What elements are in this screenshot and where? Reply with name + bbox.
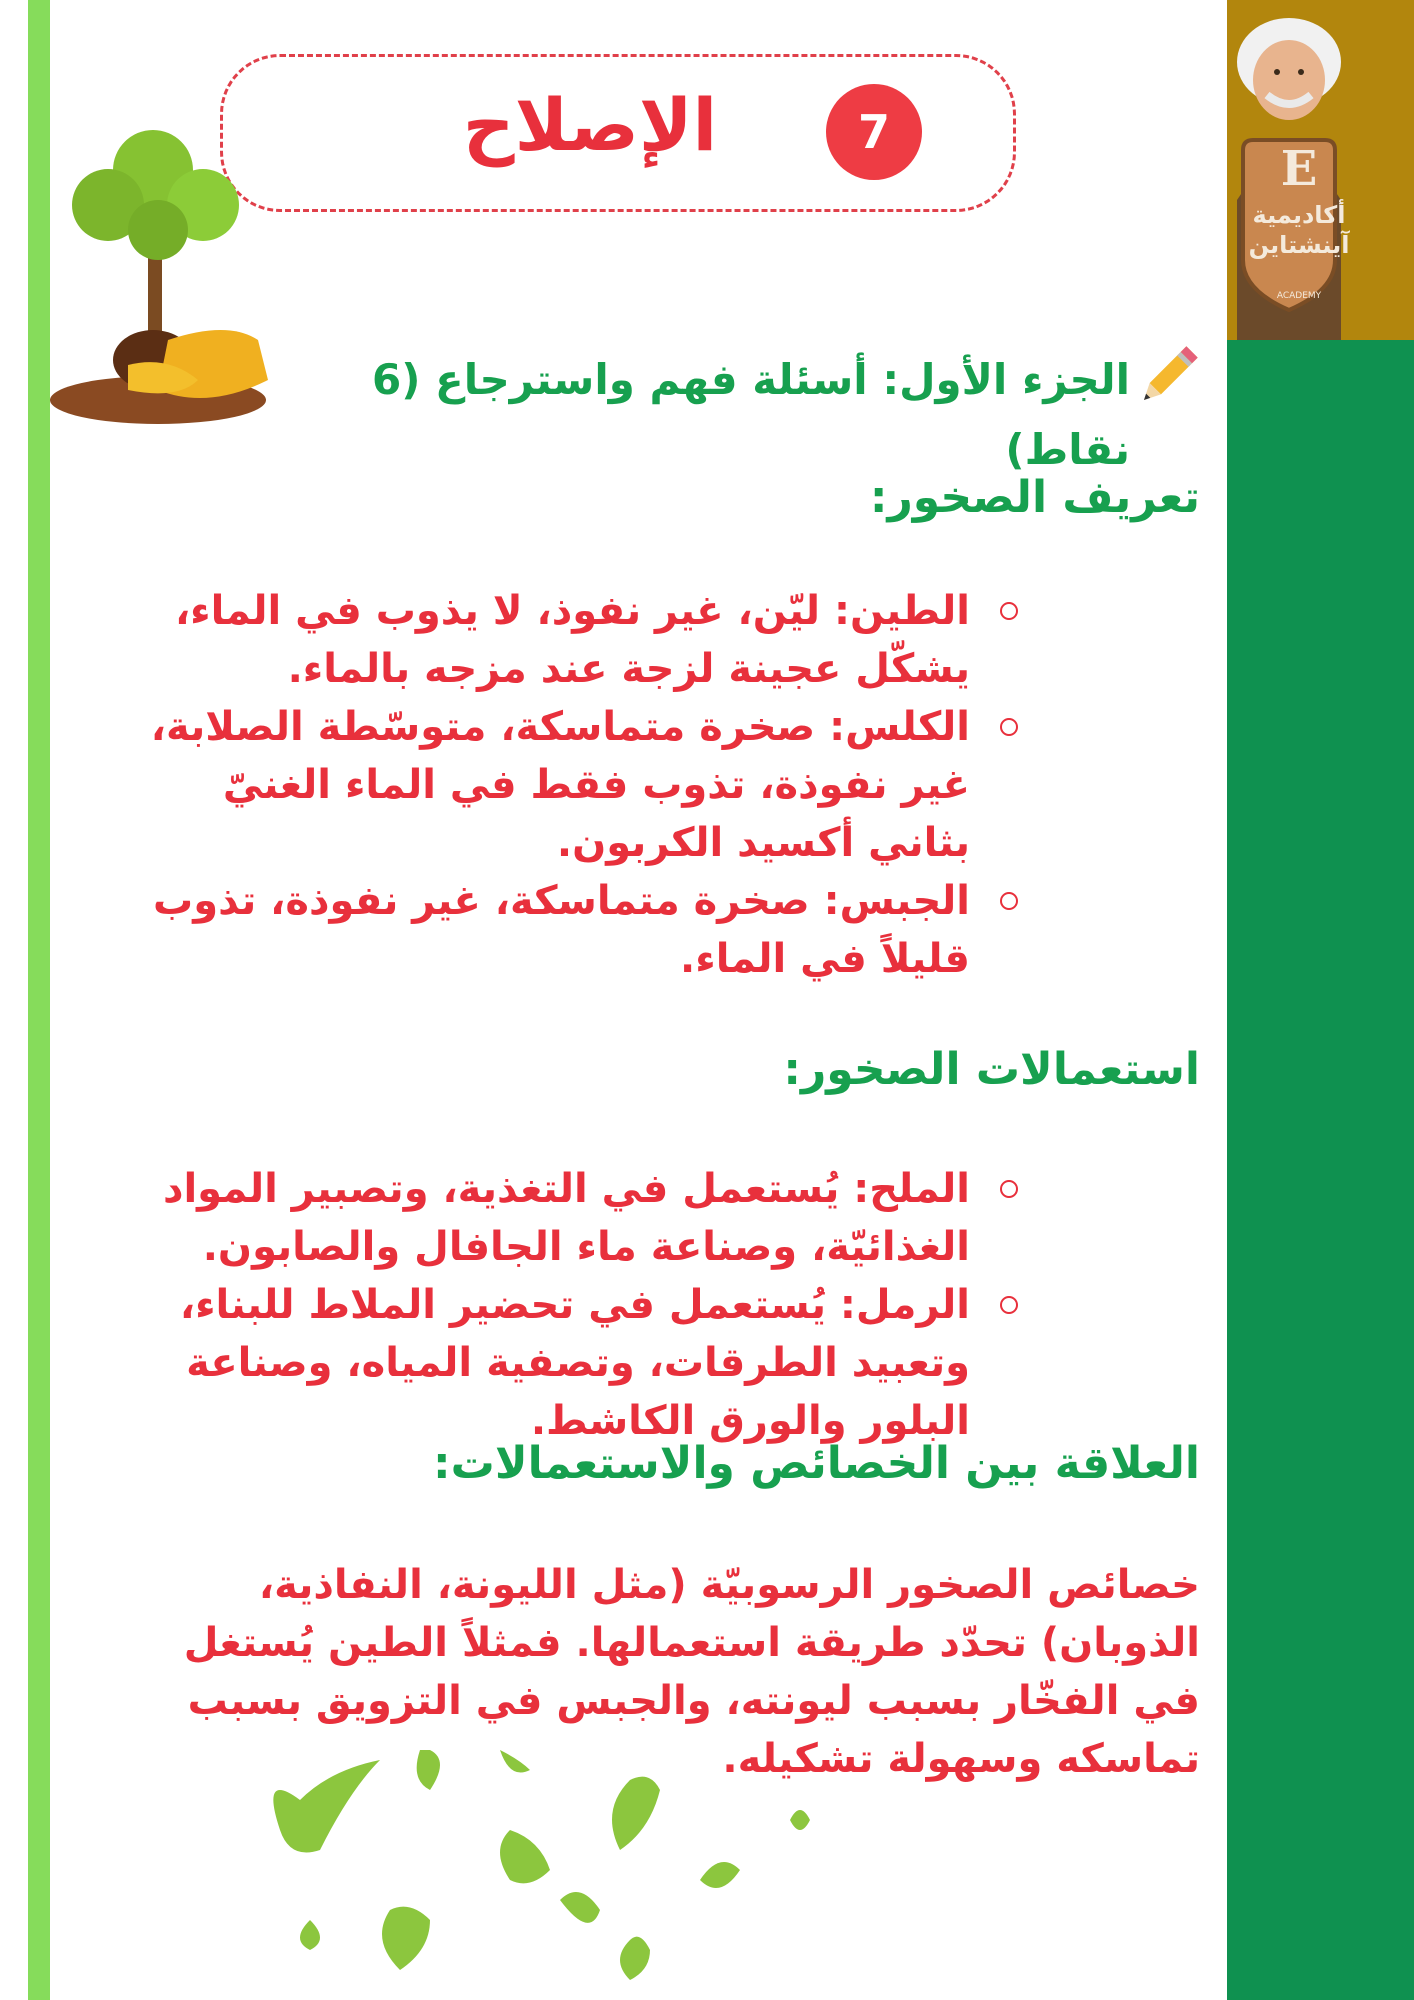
academy-logo	[1227, 0, 1414, 340]
section-relation-heading: العلاقة بين الخصائص والاستعمالات:	[433, 1438, 1200, 1489]
logo-sub: ACADEMY	[1276, 291, 1322, 301]
page-title: الإصلاح	[462, 83, 718, 167]
logo-line1: أكاديمية	[1252, 201, 1346, 229]
section-rocks-definition-heading: تعريف الصخور:	[869, 472, 1200, 523]
bullet-circle-icon	[1000, 718, 1018, 736]
relation-paragraph: خصائص الصخور الرسوبيّة (مثل الليونة، النفاذية، الذوبان) تحدّد طريقة استعمالها. فمثلاً الطين يُستغل في الفخّار بسبب ليونته، والجبس في التزويق بسبب تماسكه وسهولة تشكيله.	[183, 1562, 1200, 1782]
list-item: الرمل: يُستعمل في تحضير الملاط للبناء، وتعبيد الطرقات، وتصفية المياه، وصناعة البلور والورق الكاشط.	[120, 1276, 970, 1450]
logo-letter: E	[1280, 141, 1318, 197]
bullet-circle-icon	[1000, 892, 1018, 910]
lesson-number-badge: 7	[826, 84, 922, 180]
rocks-uses-list	[120, 1160, 970, 1450]
list-item: الجبس: صخرة متماسكة، غير نفوذة، تذوب قليلاً في الماء.	[130, 872, 970, 988]
list-item: الملح: يُستعمل في التغذية، وتصبير المواد الغذائيّة، وصناعة ماء الجافال والصابون.	[120, 1160, 970, 1276]
list-item: الطين: ليّن، غير نفوذ، لا يذوب في الماء، يشكّل عجينة لزجة عند مزجه بالماء.	[130, 582, 970, 698]
rocks-definition-list	[130, 582, 970, 988]
pencil-icon	[1130, 338, 1206, 414]
bullet-circle-icon	[1000, 602, 1018, 620]
butterflies-decoration	[250, 1740, 850, 1990]
section-rocks-uses-heading: استعمالات الصخور:	[783, 1044, 1200, 1095]
logo-line2: آينشتاين	[1248, 231, 1350, 259]
list-item: الكلس: صخرة متماسكة، متوسّطة الصلابة، غير نفوذة، تذوب فقط في الماء الغنيّ بثاني أكسيد الكربون.	[130, 698, 970, 872]
tree-planting-illustration	[48, 110, 288, 440]
bullet-circle-icon	[1000, 1180, 1018, 1198]
part-one-heading: الجزء الأول: أسئلة فهم واسترجاع (6 نقاط)	[371, 355, 1130, 474]
left-stripe	[28, 0, 50, 2000]
bullet-circle-icon	[1000, 1296, 1018, 1314]
